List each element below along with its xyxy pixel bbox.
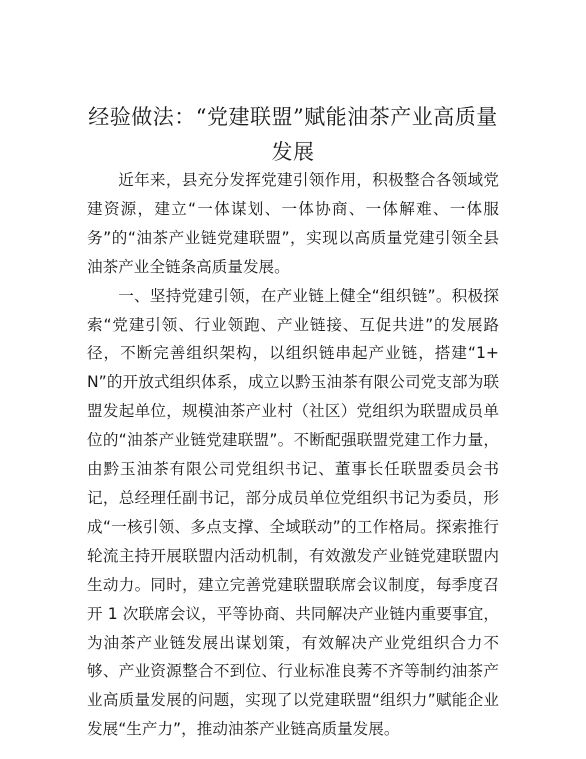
document-title: 经验做法：“党建联盟”赋能油茶产业高质量发展 [88,105,498,164]
paragraph-intro: 近年来，县充分发挥党建引领作用，积极整合各领域党建资源，建立“一体谋划、一体协商、一体解难、一体服务”的“油茶产业链党建联盟”，实现以高质量党建引领全县油茶产业全链条高质量发展。 [87,171,499,276]
paragraph-section-one: 一、坚持党建引领，在产业链上健全“组织链”。积极探索“党建引领、行业领跑、产业链接、互促共进”的发展路径，不断完善组织架构，以组织链串起产业链，搭建“1+N”的开放式组织体系，成立以黔玉油茶有限公司党支部为联盟发起单位，规模油茶产业村（社区）党组织为联盟成员单位的“油茶产业链党建联盟”。不断配强联盟党建工作力量，由黔玉油茶有限公司党组织书记、董事长任联盟委员会书记，总经理任副书记，部分成员单位党组织书记为委员，形成“一核引领、多点支撑、全域联动”的工作格局。探索推行轮流主持开展联盟内活动机制，有效激发产业链党建联盟内生动力。同时，建立完善党建联盟联席会议制度，每季度召开 1 次联席会议，平等协商、共同解决产业链内重要事宜，为油茶产业链发展出谋划策，有效解决产业党组织合力不够、产业资源整合不到位、行业标准良莠不齐等制约油茶产业高质量发展的问题，实现了以党建联盟“组织力”赋能企业发展“生产力”，推动油茶产业链高质量发展。 [87,286,499,739]
document-body [87,166,499,744]
